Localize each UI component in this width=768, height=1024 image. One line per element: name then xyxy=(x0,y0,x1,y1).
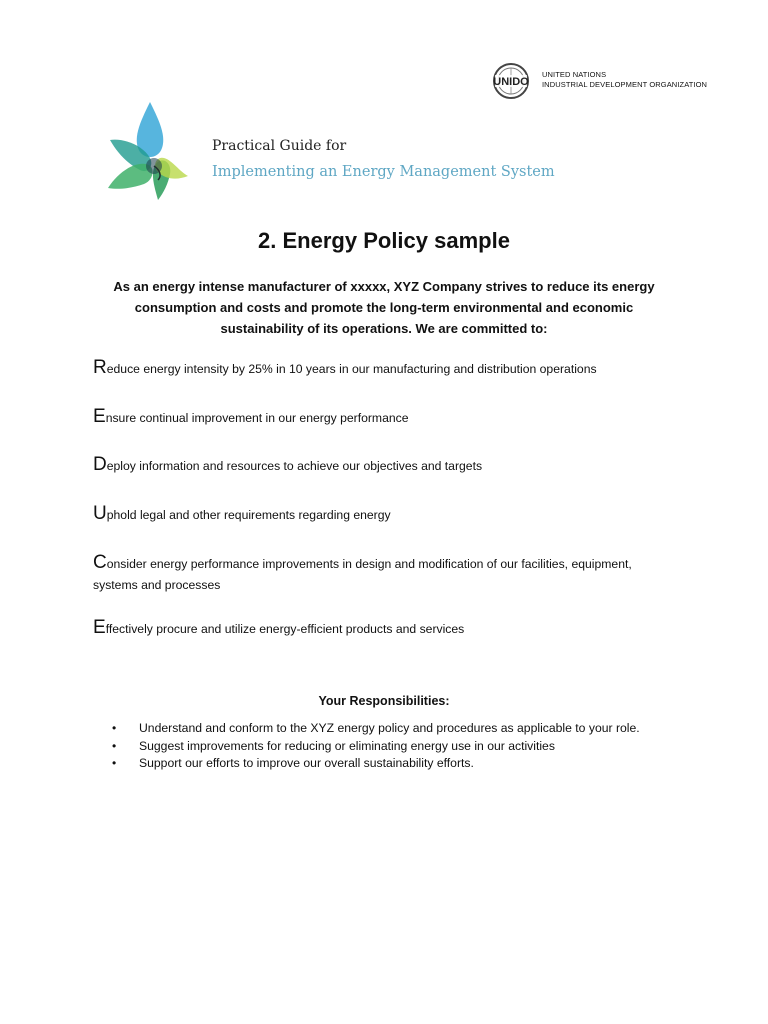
unido-logo-text: UNIDO xyxy=(493,76,529,88)
unido-emblem-icon xyxy=(490,62,538,100)
commitment-item xyxy=(93,617,683,640)
commitment-text: phold legal and other requirements regarding energy xyxy=(106,508,391,522)
responsibilities-list xyxy=(112,720,712,773)
commitment-item xyxy=(93,454,683,477)
intro-paragraph: As an energy intense manufacturer of xxxxx, XYZ Company strives to reduce its energy consumption and costs and promote the long-term environmental and economic sustainability of its operations. We are committed to: xyxy=(113,279,655,336)
list-item xyxy=(112,738,712,756)
page-title: 2. Energy Policy sample xyxy=(258,228,510,253)
commitment-text: onsider energy performance improvements in design and modification of our facilities, equipment, systems and processes xyxy=(93,557,632,592)
responsibility-text: Suggest improvements for reducing or eliminating energy use in our activities xyxy=(139,738,555,753)
leaf-logo-icon xyxy=(100,100,196,210)
commitment-initial: E xyxy=(93,617,106,638)
organization-name-line1: UNITED NATIONS xyxy=(542,70,607,79)
commitment-initial: C xyxy=(93,552,107,573)
commitment-text: eploy information and resources to achieve our objectives and targets xyxy=(106,459,483,473)
responsibilities-heading: Your Responsibilities: xyxy=(318,694,450,708)
commitment-item xyxy=(93,406,683,429)
commitment-text: ffectively procure and utilize energy-efficient products and services xyxy=(105,622,465,636)
bullet-icon: • xyxy=(112,738,117,753)
commitment-text: educe energy intensity by 25% in 10 years in our manufacturing and distribution operations xyxy=(106,362,597,376)
responsibility-text: Understand and conform to the XYZ energy policy and procedures as applicable to your role. xyxy=(139,721,640,735)
commitment-item xyxy=(93,503,683,526)
list-item xyxy=(112,720,712,738)
bullet-icon: • xyxy=(112,756,117,770)
commitment-item xyxy=(93,357,683,380)
guide-title-line1: Practical Guide for xyxy=(212,138,347,154)
commitment-initial: R xyxy=(93,357,107,378)
organization-name xyxy=(542,70,707,90)
bullet-icon: • xyxy=(112,721,117,735)
guide-title-line2: Implementing an Energy Management System xyxy=(212,164,555,180)
commitment-text: nsure continual improvement in our energy performance xyxy=(105,411,409,425)
commitment-item xyxy=(93,552,633,596)
commitment-initial: E xyxy=(93,406,106,427)
commitment-initial: D xyxy=(93,454,107,475)
organization-name-line2: INDUSTRIAL DEVELOPMENT ORGANIZATION xyxy=(542,80,708,89)
list-item xyxy=(112,755,712,773)
responsibility-text: Support our efforts to improve our overall sustainability efforts. xyxy=(139,756,474,770)
commitment-initial: U xyxy=(93,503,107,524)
